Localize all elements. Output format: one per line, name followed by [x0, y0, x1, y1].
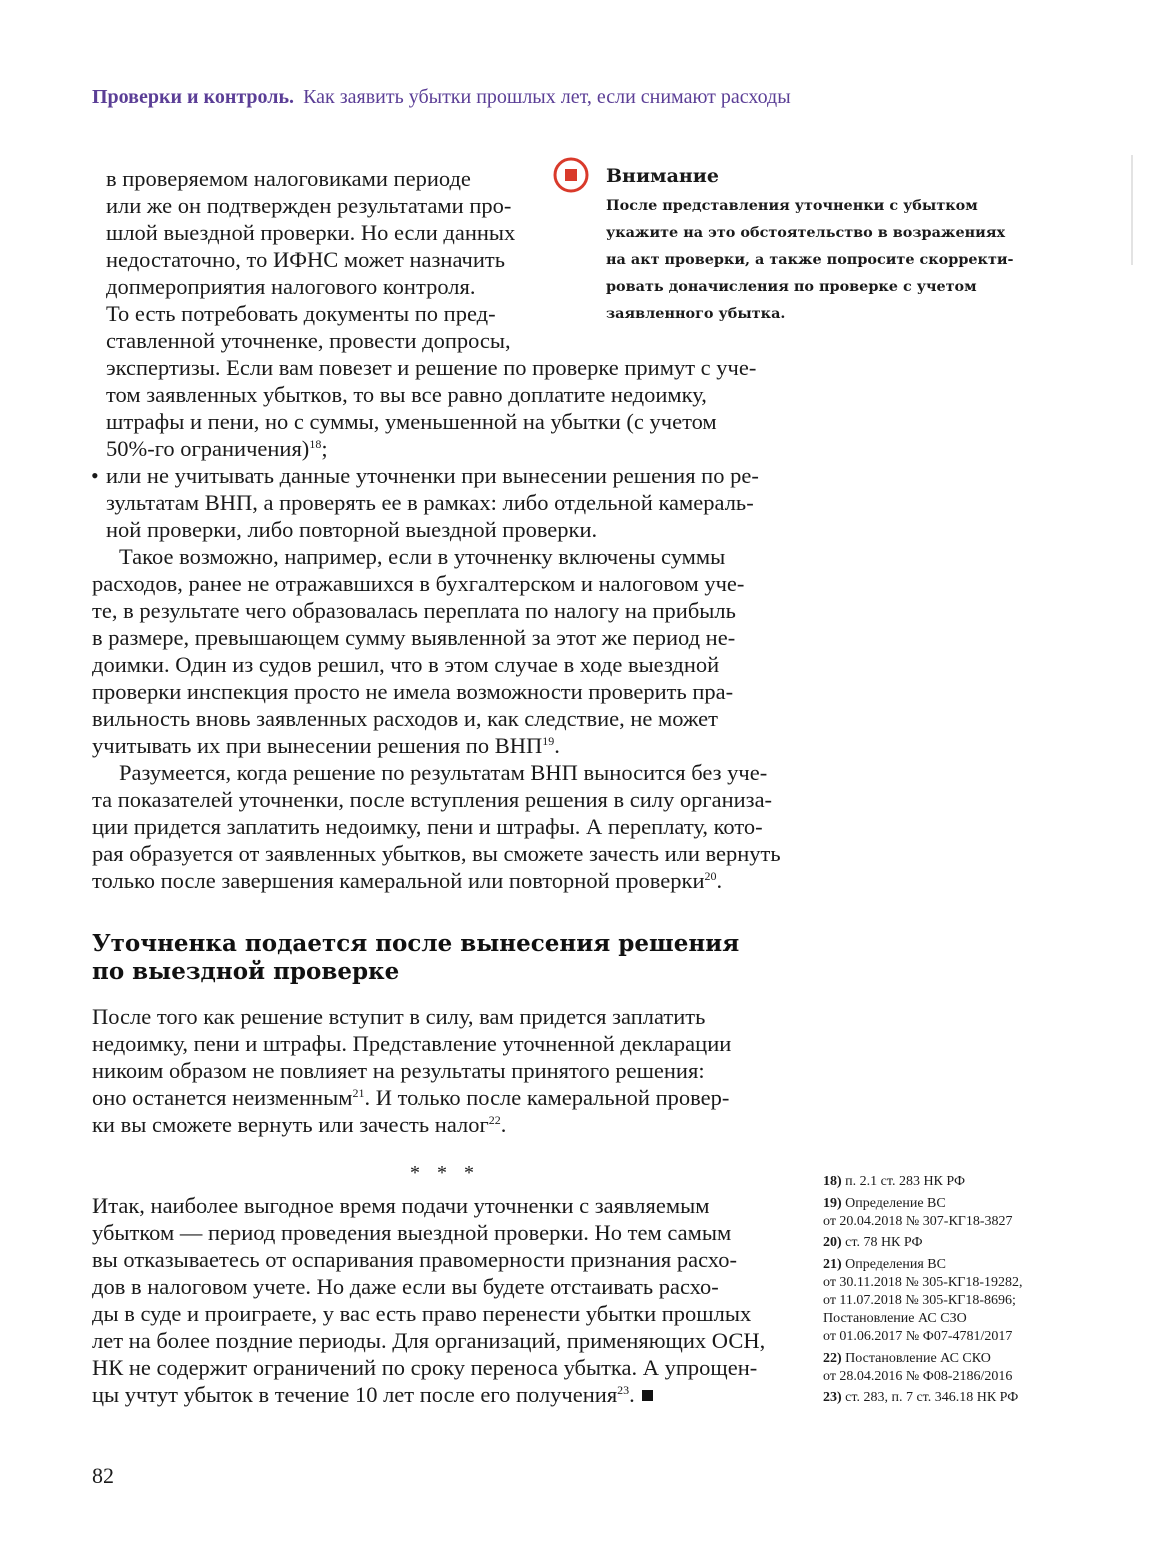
- text-line: НК не содержит ограничений по сроку переноса убытка. А упрощен-: [92, 1355, 758, 1380]
- footnote-line: Постановление АС СЗО: [823, 1311, 967, 1326]
- section-name: Проверки и контроль.: [92, 86, 295, 108]
- text-line: вильность вновь заявленных расходов и, как следствие, не может: [92, 706, 718, 731]
- text-line: ки вы сможете вернуть или зачесть налог$^{22}$.: [92, 1112, 507, 1137]
- text-line: учитывать их при вынесении решения по ВНП$^{19}$.: [92, 733, 560, 758]
- footnote-line: от 28.04.2016 № Ф08-2186/2016: [823, 1369, 1013, 1384]
- text-line: вы отказываетесь от оспаривания правомерности признания расхо-: [92, 1247, 737, 1272]
- callout-line: ровать доначисления по проверке с учетом: [606, 278, 977, 295]
- text-line: 50%-го ограничения)$^{18}$;: [106, 436, 328, 461]
- section-heading: по выездной проверке: [92, 958, 400, 985]
- footnote-ref[interactable]: 21: [352, 1086, 365, 1100]
- text-line: том заявленных убытков, то вы все равно доплатите недоимку,: [106, 382, 707, 407]
- text-line: шлой выездной проверки. Но если данных: [106, 220, 516, 245]
- text-line: ции придется заплатить недоимку, пени и штрафы. А переплату, кото-: [92, 814, 763, 839]
- text-line: цы учтут убыток в течение 10 лет после его получения$^{23}$.: [92, 1381, 653, 1408]
- callout-title: Внимание: [606, 165, 719, 187]
- stop-icon: [553, 157, 589, 193]
- running-header: [92, 83, 1072, 111]
- bullet-marker: •: [91, 463, 99, 488]
- text-line: ной проверки, либо повторной выездной проверки.: [106, 517, 598, 542]
- footnote-ref[interactable]: 20: [704, 869, 717, 883]
- margin-rule: [1131, 155, 1133, 265]
- text-line: расходов, ранее не отражавшихся в бухгалтерском и налоговом уче-: [92, 571, 745, 596]
- footnote-line: от 01.06.2017 № Ф07-4781/2017: [823, 1329, 1013, 1344]
- text-line: те, в результате чего образовалась переплата по налогу на прибыль: [92, 598, 736, 623]
- text-line: в проверяемом налоговиками периоде: [106, 166, 471, 191]
- section-heading: Уточненка подается после вынесения решения: [92, 930, 740, 957]
- callout-line: на акт проверки, а также попросите скорректи-: [606, 251, 1014, 268]
- text-line: ставленной уточненке, провести допросы,: [106, 328, 511, 353]
- footnote: 21) Определения ВС: [823, 1257, 946, 1272]
- text-line: штрафы и пени, но с суммы, уменьшенной на убытки (с учетом: [106, 409, 717, 434]
- footnote: 22) Постановление АС СКО: [823, 1351, 991, 1366]
- text-line: Итак, наиболее выгодное время подачи уточненки с заявляемым: [92, 1193, 710, 1218]
- callout-line: укажите на это обстоятельство в возражениях: [606, 224, 1006, 241]
- text-line: ды в суде и проиграете, у вас есть право перенести убытки прошлых: [92, 1301, 752, 1326]
- callout-line: заявленного убытка.: [606, 305, 786, 322]
- text-line: доимки. Один из судов решил, что в этом случае в ходе выездной: [92, 652, 720, 677]
- text-line: только после завершения камеральной или повторной проверки$^{20}$.: [92, 868, 723, 893]
- text-line: Разумеется, когда решение по результатам ВНП выносится без уче-: [119, 760, 768, 785]
- text-line: рая образуется от заявленных убытков, вы сможете зачесть или вернуть: [92, 841, 781, 866]
- text-line: лет на более поздние периоды. Для организаций, применяющих ОСН,: [92, 1328, 766, 1353]
- text-line: в размере, превышающем сумму выявленной за этот же период не-: [92, 625, 736, 650]
- text-line: экспертизы. Если вам повезет и решение по проверке примут с уче-: [106, 355, 757, 380]
- footnote-ref[interactable]: 18: [309, 437, 322, 451]
- text-line: или же он подтвержден результатами про-: [106, 193, 512, 218]
- footnote: 23) ст. 283, п. 7 ст. 346.18 НК РФ: [823, 1390, 1019, 1405]
- footnote-ref[interactable]: 23: [617, 1383, 630, 1397]
- end-of-article-mark: [642, 1390, 653, 1401]
- footnote: 18) п. 2.1 ст. 283 НК РФ: [823, 1174, 965, 1189]
- footnote: 20) ст. 78 НК РФ: [823, 1235, 923, 1250]
- text-line: недостаточно, то ИФНС может назначить: [106, 247, 505, 272]
- footnote-line: от 11.07.2018 № 305-КГ18-8696;: [823, 1293, 1016, 1308]
- text-line: зультатам ВНП, а проверять ее в рамках: либо отдельной камераль-: [106, 490, 754, 515]
- footnote-line: от 30.11.2018 № 305-КГ18-19282,: [823, 1275, 1023, 1290]
- footnote: 19) Определение ВС: [823, 1196, 946, 1211]
- article-title: Как заявить убытки прошлых лет, если снимают расходы: [303, 86, 791, 108]
- text-line: никоим образом не повлияет на результаты принятого решения:: [92, 1058, 705, 1083]
- text-line: или не учитывать данные уточненки при вынесении решения по ре-: [106, 463, 759, 488]
- section-separator: * * *: [410, 1162, 480, 1184]
- text-line: убытком — период проведения выездной проверки. Но тем самым: [92, 1220, 732, 1245]
- text-line: оно останется неизменным$^{21}$. И только после камеральной провер-: [92, 1085, 730, 1110]
- text-line: Такое возможно, например, если в уточненку включены суммы: [119, 544, 726, 569]
- text-line: То есть потребовать документы по пред-: [106, 301, 496, 326]
- footnote-ref[interactable]: 22: [488, 1113, 501, 1127]
- callout-line: После представления уточненки с убытком: [606, 197, 978, 214]
- page-number: 82: [92, 1463, 114, 1488]
- text-line: недоимку, пени и штрафы. Представление уточненной декларации: [92, 1031, 732, 1056]
- text-line: После того как решение вступит в силу, вам придется заплатить: [92, 1004, 706, 1029]
- footnote-line: от 20.04.2018 № 307-КГ18-3827: [823, 1214, 1013, 1229]
- footnote-ref[interactable]: 19: [542, 734, 555, 748]
- text-line: допмероприятия налогового контроля.: [106, 274, 476, 299]
- text-line: дов в налоговом учете. Но даже если вы будете отстаивать расхо-: [92, 1274, 719, 1299]
- text-line: та показателей уточненки, после вступления решения в силу организа-: [92, 787, 773, 812]
- text-line: проверки инспекция просто не имела возможности проверить пра-: [92, 679, 734, 704]
